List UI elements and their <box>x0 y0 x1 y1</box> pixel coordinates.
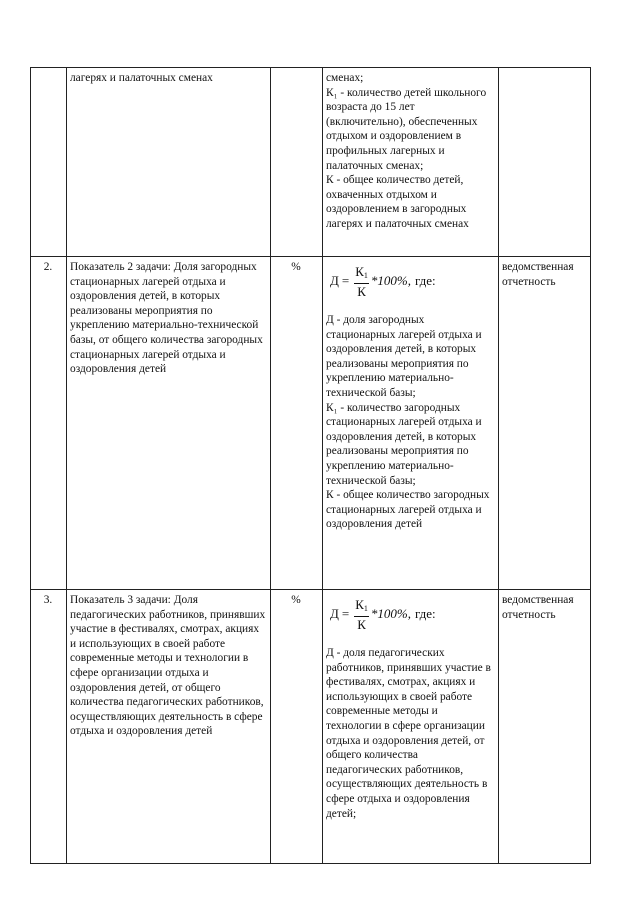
calculation-cell <box>323 257 499 590</box>
source-cell: ведомственная отчетность <box>499 257 591 590</box>
unit-cell: % <box>271 257 323 590</box>
calculation-cell <box>323 590 499 864</box>
row-number-cell: 3. <box>31 590 67 864</box>
formula-where: где: <box>414 272 436 288</box>
formula-numerator: $К_1$ <box>354 264 369 284</box>
table-row <box>31 257 591 590</box>
source-cell: ведомственная отчетность <box>499 590 591 864</box>
formula-fraction <box>354 597 369 632</box>
indicators-table <box>30 67 591 864</box>
source-cell <box>499 68 591 257</box>
indicator-name-cell: Показатель 3 задачи: Доля педагогических работников, принявших участие в фестивалях, смотрах, акциях и использующих в своей работе современные методы и технологии в сфере организации отдыха и оздоровления детей, от общего количества педагогических работников, осуществляющих деятельность в сфере отдыха и оздоровления детей <box>67 590 271 864</box>
calc-text: К₁ - количество детей школьного возраста до 15 лет (включительно), обеспеченных отдыхом и оздоровлением в профильных лагерных и палаточных сменах; <box>326 86 487 172</box>
formula-eq: = <box>341 272 350 288</box>
calc-text: Д - доля педагогических работников, принявших участие в фестивалях, смотрах, акциях и использующих в своей работе современные методы и технологии в сфере организации отдыха и оздоровления детей, от общего количества педагогических работников, осуществляющих деятельность в сфере отдыха и оздоровления детей; <box>326 647 491 820</box>
formula <box>330 596 494 632</box>
formula-denominator: К <box>357 283 366 299</box>
calculation-cell <box>323 68 499 257</box>
formula-eq: = <box>341 605 350 621</box>
calc-text: К - общее количество загородных стационарных лагерей отдыха и оздоровления детей <box>326 489 490 531</box>
formula-lhs: Д <box>330 605 339 621</box>
calc-text: сменах; <box>326 72 364 84</box>
formula-lhs: Д <box>330 272 339 288</box>
unit-cell: % <box>271 590 323 864</box>
table-row <box>31 68 591 257</box>
formula <box>330 263 494 299</box>
unit-cell <box>271 68 323 257</box>
formula-denominator: К <box>357 616 366 632</box>
row-number-cell: 2. <box>31 257 67 590</box>
table-row <box>31 590 591 864</box>
formula-numerator: $К_1$ <box>354 597 369 617</box>
row-number-cell <box>31 68 67 257</box>
calc-text: К₁ - количество загородных стационарных лагерей отдыха и оздоровления детей, в которых реализованы мероприятия по укреплению материально-технической базы; <box>326 401 482 487</box>
calc-text: Д - доля загородных стационарных лагерей отдыха и оздоровления детей, в которых реализованы мероприятия по укреплению материально-технической базы; <box>326 314 482 399</box>
formula-multiplier: *100%, <box>370 272 411 288</box>
formula-fraction <box>354 264 369 299</box>
calc-text: К - общее количество детей, охваченных отдыхом и оздоровлением в загородных лагерях и палаточных сменах <box>326 174 469 230</box>
indicator-name-cell: лагерях и палаточных сменах <box>67 68 271 257</box>
indicator-name-cell: Показатель 2 задачи: Доля загородных стационарных лагерей отдыха и оздоровления детей, в которых реализованы мероприятия по укреплению материально-технической базы, от общего количества загородных стационарных лагерей отдыха и оздоровления детей <box>67 257 271 590</box>
formula-multiplier: *100%, <box>370 605 411 621</box>
formula-where: где: <box>414 605 436 621</box>
